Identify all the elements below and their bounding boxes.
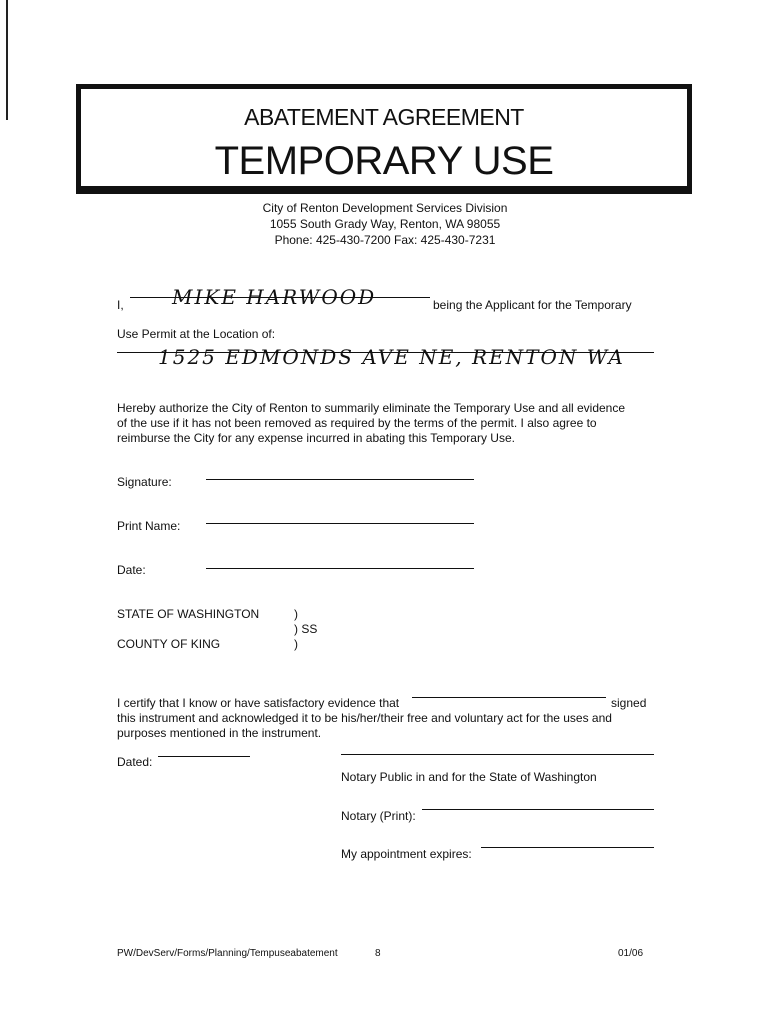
notary-print-label: Notary (Print): — [341, 809, 416, 823]
location-handwritten[interactable]: 1525 EDMONDS AVE NE, RENTON WA — [158, 345, 625, 369]
location-label: Use Permit at the Location of: — [117, 327, 276, 341]
signature-field[interactable] — [206, 479, 474, 480]
signer-name-field[interactable] — [412, 697, 606, 698]
footer-date: 01/06 — [618, 948, 644, 959]
authorization-line-2: of the use if it has not been removed as required by the terms of the permit. I also agree to — [117, 416, 597, 430]
footer-page-number: 8 — [375, 948, 381, 959]
print-name-label: Print Name: — [117, 519, 181, 533]
form-title: ABATEMENT AGREEMENT — [244, 104, 524, 130]
print-name-field[interactable] — [206, 523, 474, 524]
address-line-1: City of Renton Development Services Division — [262, 201, 508, 215]
applicant-prefix: I, — [117, 298, 124, 312]
address-line-3: Phone: 425-430-7200 Fax: 425-430-7231 — [274, 233, 496, 247]
county-label: COUNTY OF KING — [117, 637, 221, 651]
notary-signature-line[interactable] — [341, 754, 654, 755]
title-box — [76, 84, 692, 194]
form-subtitle: TEMPORARY USE — [214, 139, 554, 183]
appointment-field[interactable] — [481, 847, 654, 848]
applicant-name-handwritten[interactable]: MIKE HARWOOD — [172, 285, 377, 309]
dated-label: Dated: — [117, 755, 153, 769]
venue-paren-1: ) — [294, 607, 298, 621]
certification-line-3: purposes mentioned in the instrument. — [117, 726, 322, 740]
address-block — [0, 200, 770, 248]
venue-paren-2: ) — [294, 637, 298, 651]
authorization-line-3: reimburse the City for any expense incurred in abating this Temporary Use. — [117, 431, 515, 445]
signature-label: Signature: — [117, 475, 172, 489]
notary-public-label: Notary Public in and for the State of Washington — [341, 770, 597, 784]
venue-ss: ) SS — [294, 622, 318, 636]
state-label: STATE OF WASHINGTON — [117, 607, 260, 621]
footer-path: PW/DevServ/Forms/Planning/Tempuseabatement — [117, 948, 338, 959]
certification-line-1-start: I certify that I know or have satisfactory evidence that — [117, 696, 400, 710]
applicant-suffix: being the Applicant for the Temporary — [433, 298, 632, 312]
dated-field[interactable] — [158, 756, 250, 757]
authorization-line-1: Hereby authorize the City of Renton to summarily eliminate the Temporary Use and all evidence — [117, 401, 626, 415]
date-field[interactable] — [206, 568, 474, 569]
page-edge-line — [6, 0, 8, 120]
notary-print-field[interactable] — [422, 809, 654, 810]
date-label: Date: — [117, 563, 146, 577]
address-line-2: 1055 South Grady Way, Renton, WA 98055 — [269, 217, 501, 231]
appointment-label: My appointment expires: — [341, 847, 472, 861]
authorization-paragraph — [117, 401, 677, 446]
certification-line-2: this instrument and acknowledged it to be his/her/their free and voluntary act for the uses and — [117, 711, 612, 725]
certification-line-1-end: signed — [611, 696, 647, 710]
